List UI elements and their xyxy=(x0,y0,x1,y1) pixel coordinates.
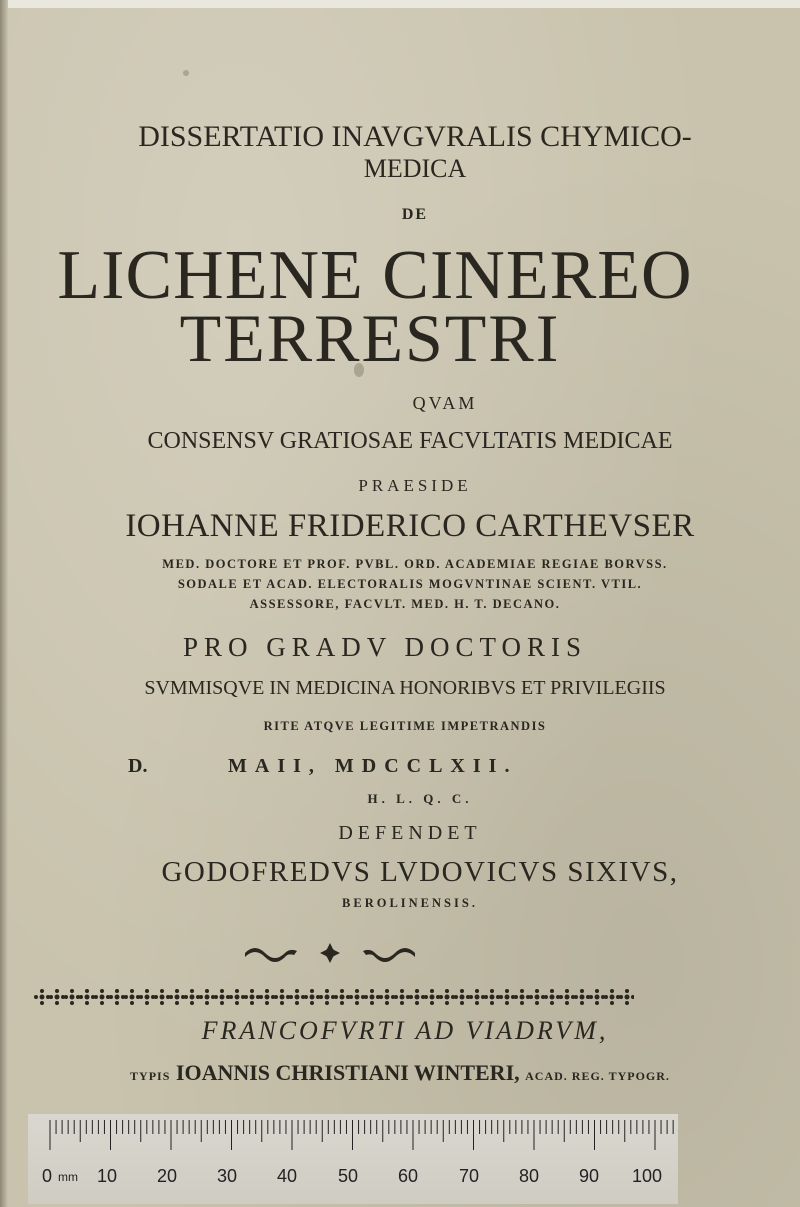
fleuron xyxy=(229,989,245,1005)
ruler-label-40: 40 xyxy=(277,1166,298,1186)
page-edge xyxy=(0,0,800,8)
fleuron xyxy=(244,989,260,1005)
fleuron xyxy=(274,989,290,1005)
fleuron xyxy=(469,989,485,1005)
fleuron xyxy=(154,989,170,1005)
fleuron xyxy=(349,989,365,1005)
fleuron xyxy=(79,989,95,1005)
imprint-printer: IOANNIS CHRISTIANI WINTERI, xyxy=(175,1060,520,1085)
fleuron xyxy=(619,989,634,1005)
fleuron xyxy=(424,989,440,1005)
fleuron xyxy=(514,989,530,1005)
praeside: PRAESIDE xyxy=(358,476,472,495)
fleuron xyxy=(304,989,320,1005)
fleuron xyxy=(34,989,50,1005)
ruler-label-90: 90 xyxy=(579,1166,600,1186)
ruler-label-80: 80 xyxy=(519,1166,540,1186)
measuring-ruler xyxy=(28,1114,678,1204)
title-de: DE xyxy=(401,206,429,223)
rite-line: RITE ATQVE LEGITIME IMPETRANDIS xyxy=(263,719,547,733)
fleuron xyxy=(109,989,125,1005)
imprint-typis: TYPIS xyxy=(130,1069,171,1083)
qvam: QVAM xyxy=(412,393,478,413)
date-month-year: MAII, MDCCLXII. xyxy=(228,755,518,777)
fleuron xyxy=(559,989,575,1005)
fleuron xyxy=(439,989,455,1005)
fleuron xyxy=(379,989,395,1005)
praeses-title-3: ASSESSORE, FACVLT. MED. H. T. DECANO. xyxy=(249,597,561,611)
defendet: DEFENDET xyxy=(338,822,482,844)
fleuron xyxy=(169,989,185,1005)
fleuron xyxy=(184,989,200,1005)
fleuron xyxy=(199,989,215,1005)
praeses-title-2: SODALE ET ACAD. ELECTORALIS MOGVNTINAE SCIENT. VTIL. xyxy=(177,577,643,591)
imprint-printer-title: ACAD. REG. TYPOGR. xyxy=(525,1069,670,1083)
defense-date xyxy=(0,755,800,785)
fleuron xyxy=(484,989,500,1005)
ornament-rule xyxy=(34,984,634,1010)
fleuron xyxy=(214,989,230,1005)
subject-line-2: TERRESTRI xyxy=(179,300,561,376)
fleuron xyxy=(124,989,140,1005)
date-d: D. xyxy=(128,755,148,777)
fleuron xyxy=(454,989,470,1005)
fleuron xyxy=(289,989,305,1005)
ruler-label-20: 20 xyxy=(157,1166,178,1186)
fleuron xyxy=(364,989,380,1005)
consensv-line: CONSENSV GRATIOSAE FACVLTATIS MEDICAE xyxy=(147,428,673,454)
hlqc: H. L. Q. C. xyxy=(367,791,473,806)
fleuron xyxy=(544,989,560,1005)
praeses-title-1: MED. DOCTORE ET PROF. PVBL. ORD. ACADEMIAE REGIAE BORVSS. xyxy=(162,557,668,571)
ruler-label-30: 30 xyxy=(217,1166,238,1186)
fleuron xyxy=(259,989,275,1005)
ruler-label-10: 10 xyxy=(97,1166,118,1186)
ruler-label-0: 0 xyxy=(42,1166,53,1186)
title-line-2: MEDICA xyxy=(363,154,467,183)
imprint-place: FRANCOFVRTI AD VIADRVM, xyxy=(201,1016,609,1045)
stain xyxy=(183,70,189,76)
ruler-label-100: 100 xyxy=(632,1166,663,1186)
ruler-ticks xyxy=(28,1114,678,1174)
fleuron xyxy=(499,989,515,1005)
svmmisqve-line: SVMMISQVE IN MEDICINA HONORIBVS ET PRIVILEGIIS xyxy=(144,677,666,699)
praeses-name: IOHANNE FRIDERICO CARTHEVSER xyxy=(125,508,695,544)
subject-line-1: LICHENE CINEREO xyxy=(57,237,693,314)
imprint-printer-line xyxy=(0,1060,800,1086)
fleuron xyxy=(589,989,605,1005)
fleuron xyxy=(604,989,620,1005)
fleuron xyxy=(529,989,545,1005)
ruler-label-60: 60 xyxy=(398,1166,419,1186)
fleuron xyxy=(319,989,335,1005)
respondent-name: GODOFREDVS LVDOVICVS SIXIVS, xyxy=(161,856,679,888)
ruler-label-70: 70 xyxy=(459,1166,480,1186)
pro-gradv-doctoris: PRO GRADV DOCTORIS xyxy=(182,632,588,662)
fleuron xyxy=(139,989,155,1005)
fleuron xyxy=(394,989,410,1005)
printers-ornament xyxy=(240,940,420,966)
fleuron xyxy=(49,989,65,1005)
ruler-unit: mm xyxy=(58,1170,78,1184)
respondent-origin: BEROLINENSIS. xyxy=(342,896,478,910)
fleuron xyxy=(64,989,80,1005)
fleuron xyxy=(334,989,350,1005)
title-line-1: DISSERTATIO INAVGVRALIS CHYMICO- xyxy=(138,120,692,153)
fleuron xyxy=(409,989,425,1005)
fleuron xyxy=(574,989,590,1005)
ruler-label-50: 50 xyxy=(338,1166,359,1186)
fleuron xyxy=(94,989,110,1005)
